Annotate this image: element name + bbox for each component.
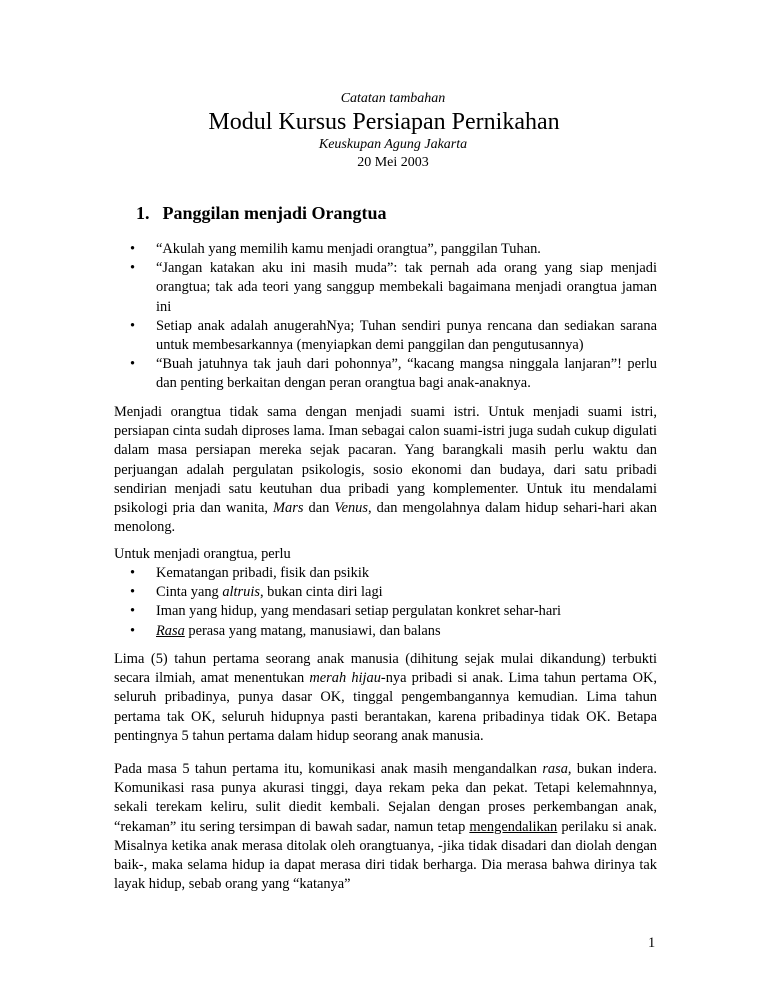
bullet-icon: • bbox=[130, 565, 136, 581]
requirements-intro: Untuk menjadi orangtua, perlu bbox=[114, 546, 291, 562]
list-item-text: , bukan cinta diri lagi bbox=[259, 584, 383, 601]
list-item bbox=[130, 622, 657, 641]
list-item bbox=[130, 240, 657, 259]
list-item-text: Iman yang hidup, yang mendasari setiap pergulatan konkret sehar-hari bbox=[156, 603, 562, 620]
bullet-icon: • bbox=[130, 260, 136, 277]
bullet-icon: • bbox=[130, 317, 136, 334]
paragraph-text: perilaku si anak. Misalnya ketika anak merasa ditolak oleh orangtuanya, -jika tidak disadari dan diolah dengan baik-, maka selama hidup ia dapat merasa diri tidak berharga. Dia merasa bahwa dirinya tak layak hidup, sebab orang yang “katanya” bbox=[114, 818, 657, 893]
paragraph-parenting bbox=[114, 403, 657, 537]
list-item bbox=[130, 317, 657, 355]
section-heading bbox=[136, 202, 387, 224]
list-item bbox=[130, 583, 657, 602]
section-title: Panggilan menjadi Orangtua bbox=[162, 203, 387, 223]
bullet-icon: • bbox=[130, 241, 136, 257]
page-number: 1 bbox=[648, 935, 656, 951]
paragraph-emphasis: Mars bbox=[273, 500, 304, 517]
list-item bbox=[130, 259, 657, 317]
document-header bbox=[0, 90, 768, 172]
bullet-icon: • bbox=[130, 603, 136, 620]
list-item-text: “Buah jatuhnya tak jauh dari pohonnya”, “kacang mangsa ninggala lanjaran”! perlu dan penting berkaitan dengan peran orangtua bagi anak-anaknya. bbox=[156, 356, 657, 392]
document-title: Modul Kursus Persiapan Pernikahan bbox=[208, 109, 560, 135]
paragraph-text: Menjadi orangtua tidak sama dengan menjadi suami istri. Untuk menjadi suami istri, persiapan cinta sudah diproses lama. Iman sebagai calon suami-istri juga sudah cukup digulati dalam masa persiapan mereka sejak pacaran. Yang barangkali masih perlu waktu dan perjuangan adalah pergulatan psikologis, sosio ekonomi dan budaya, dari satu pribadi sendirian menjadi satu keutuhan dua pribadi yang komplementer. Untuk itu mendalami psikologi pria dan wanita, bbox=[114, 404, 657, 517]
paragraph-text: Pada masa 5 tahun pertama itu, komunikasi anak masih mengandalkan bbox=[114, 761, 543, 777]
list-item bbox=[130, 564, 657, 583]
list-item bbox=[130, 602, 657, 621]
header-organization: Keuskupan Agung Jakarta bbox=[318, 137, 468, 152]
paragraph-first-five-years bbox=[114, 650, 657, 746]
list-item-text: “Akulah yang memilih kamu menjadi orangtua”, panggilan Tuhan. bbox=[156, 241, 541, 257]
bullet-icon: • bbox=[130, 356, 136, 373]
list-item-text: Cinta yang bbox=[156, 584, 223, 601]
header-date: 20 Mei 2003 bbox=[357, 155, 429, 170]
list-item-text: “Jangan katakan aku ini masih muda”: tak pernah ada orang yang siap menjadi orangtua; tak ada teori yang sanggup membekali bagaimana menjadi orangtua jaman ini bbox=[156, 260, 657, 315]
paragraph-emphasis: rasa bbox=[542, 761, 568, 777]
list-item-text: perasa yang matang, manusiawi, dan balans bbox=[184, 622, 441, 639]
paragraph-text: Lima (5) tahun pertama seorang anak manusia (dihitung sejak mulai dikandung) terbukti secara ilmiah, amat menentukan bbox=[114, 651, 657, 687]
list-item-emphasis: altruis bbox=[222, 584, 260, 601]
list-item-emphasis: Rasa bbox=[156, 622, 185, 639]
paragraph-text: -nya pribadi si anak. Lima tahun pertama OK, seluruh pribadinya, punya dasar OK, tinggal pengembangannya kemudian. Lima tahun pertama tak OK, seluruh hidupnya pasti berantakan, karena pribadinya tidak OK. Betapa pentingnya 5 tahun pertama dalam hidup seorang anak manusia. bbox=[114, 670, 658, 744]
bullet-icon: • bbox=[130, 584, 136, 601]
paragraph-text: , bukan indera. Komunikasi rasa punya akurasi tinggi, daya rekam peka dan pekat. Tetapi kelemahnnya, sekali terekam keliru, sulit diedit kembali. Sejalan dengan proses perkembangan anak, “rekaman” itu sering tersimpan di bawah sadar, namun tetap bbox=[114, 761, 657, 835]
paragraph-communication bbox=[114, 760, 657, 894]
paragraph-text: , dan mengolahnya dalam hidup sehari-hari akan menolong. bbox=[114, 500, 657, 536]
bullet-icon: • bbox=[130, 622, 136, 639]
calling-bullet-list bbox=[130, 240, 657, 394]
list-item-text: Kematangan pribadi, fisik dan psikik bbox=[156, 565, 370, 581]
header-note: Catatan tambahan bbox=[340, 91, 446, 106]
paragraph-text: dan bbox=[303, 500, 335, 517]
requirements-bullet-list bbox=[130, 564, 657, 641]
section-number: 1. bbox=[136, 203, 150, 223]
list-item bbox=[130, 355, 657, 393]
paragraph-emphasis: Venus bbox=[334, 500, 368, 517]
paragraph-underline: mengendalikan bbox=[469, 818, 558, 835]
paragraph-emphasis: merah hijau bbox=[309, 670, 381, 687]
list-item-text: Setiap anak adalah anugerahNya; Tuhan sendiri punya rencana dan sediakan sarana untuk membesarkannya (menyiapkan demi panggilan dan pengutusannya) bbox=[156, 317, 657, 354]
